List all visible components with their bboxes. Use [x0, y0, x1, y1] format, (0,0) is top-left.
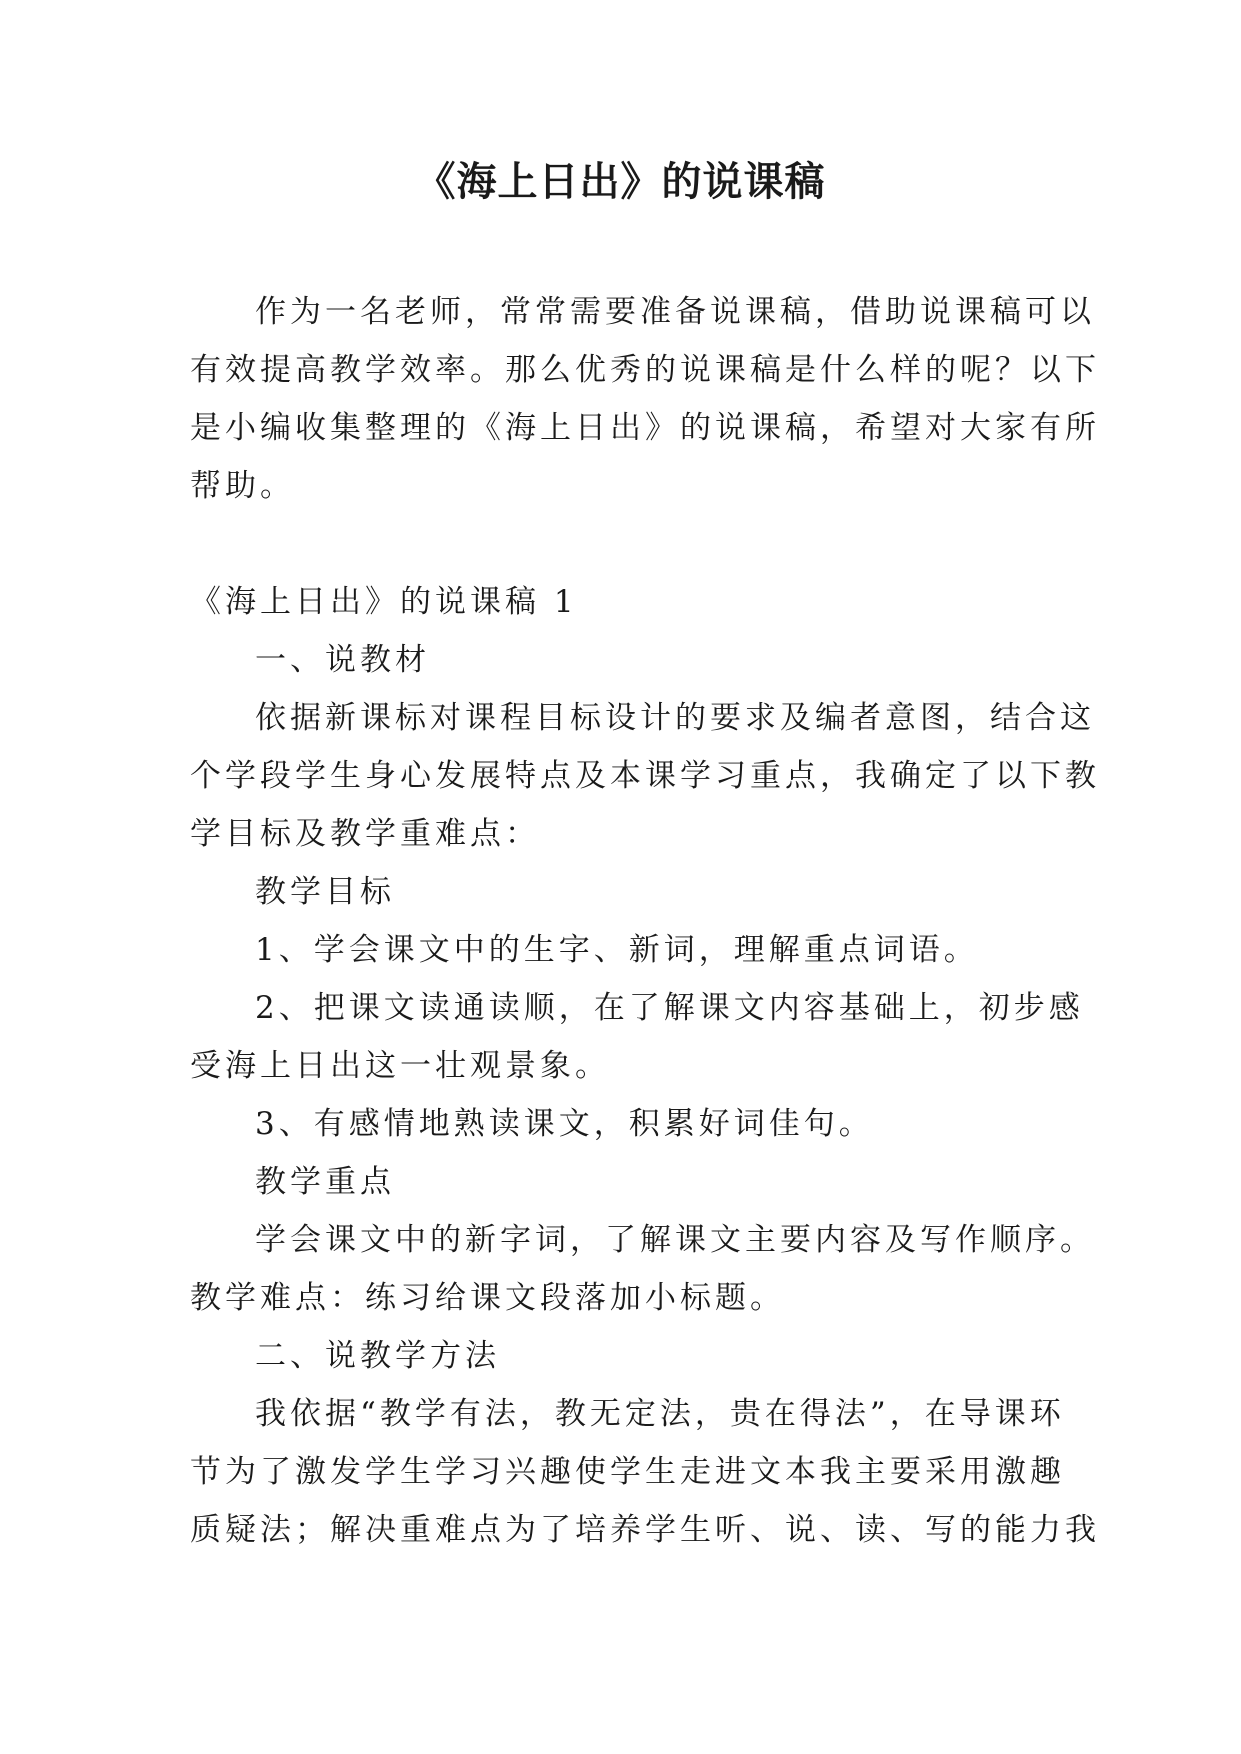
subsection-heading: 一、说教材: [255, 642, 430, 678]
subsection-heading: 教学目标: [255, 874, 395, 910]
list-item: 1、学会课文中的生字、新词，理解重点词语。: [255, 932, 979, 968]
list-item-continuation: 受海上日出这一壮观景象。: [190, 1048, 610, 1084]
paragraph-line: 有效提高教学效率。那么优秀的说课稿是什么样的呢？以下: [190, 352, 1100, 388]
list-item: 3、有感情地熟读课文，积累好词佳句。: [255, 1106, 874, 1142]
paragraph-line: 帮助。: [190, 468, 295, 504]
paragraph-line: 个学段学生身心发展特点及本课学习重点，我确定了以下教: [190, 758, 1100, 794]
subsection-heading: 二、说教学方法: [255, 1338, 500, 1374]
paragraph-line: 教学难点：练习给课文段落加小标题。: [190, 1280, 785, 1316]
section-heading: 《海上日出》的说课稿 1: [190, 584, 578, 620]
paragraph-line: 节为了激发学生学习兴趣使学生走进文本我主要采用激趣: [190, 1454, 1065, 1490]
paragraph-line: 我依据“教学有法，教无定法，贵在得法”，在导课环: [255, 1396, 1065, 1432]
paragraph-line: 是小编收集整理的《海上日出》的说课稿，希望对大家有所: [190, 410, 1100, 446]
subsection-heading: 教学重点: [255, 1164, 395, 1200]
paragraph-line: 学会课文中的新字词，了解课文主要内容及写作顺序。: [255, 1222, 1095, 1258]
paragraph-line: 质疑法；解决重难点为了培养学生听、说、读、写的能力我: [190, 1512, 1100, 1548]
paragraph-line: 学目标及教学重难点：: [190, 816, 540, 852]
paragraph-line: 依据新课标对课程目标设计的要求及编者意图，结合这: [255, 700, 1095, 736]
paragraph-line: 作为一名老师，常常需要准备说课稿，借助说课稿可以: [255, 294, 1095, 330]
document-title: 《海上日出》的说课稿: [415, 159, 826, 205]
list-item: 2、把课文读通读顺，在了解课文内容基础上，初步感: [255, 990, 1084, 1026]
